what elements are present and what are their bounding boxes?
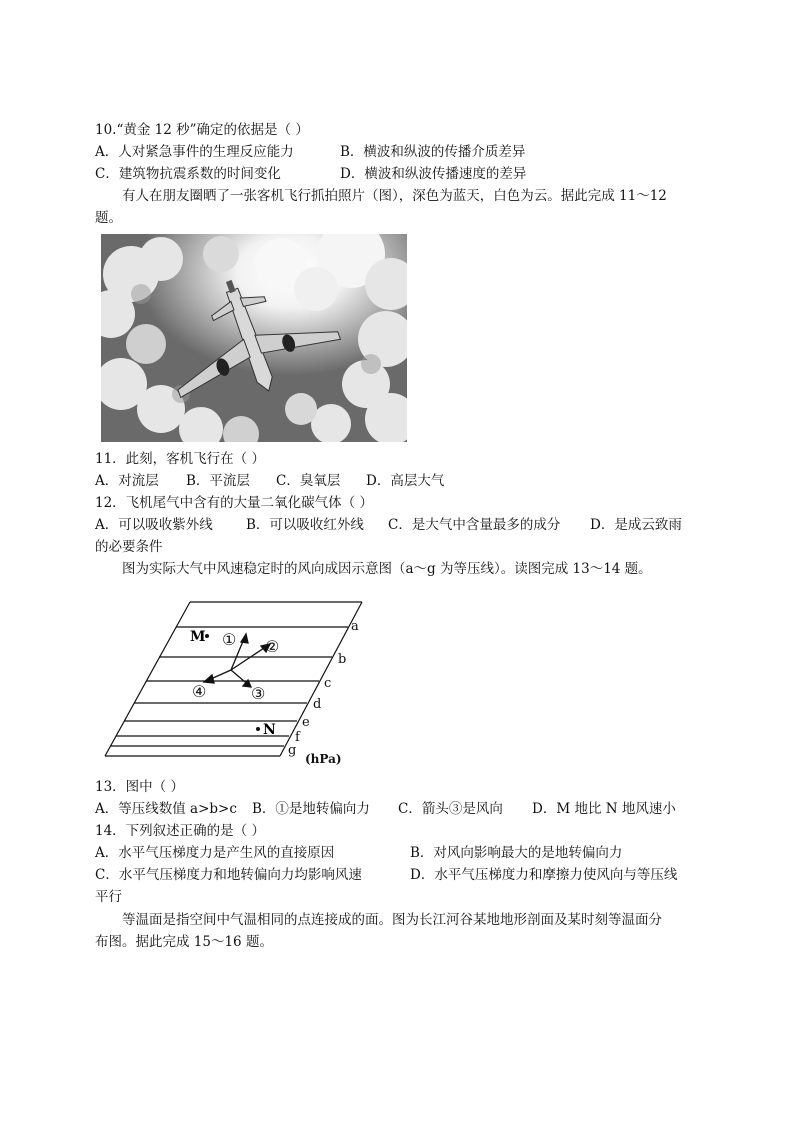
q14-option-c: C．水平气压梯度力和地转偏向力均影响风速 [95, 867, 362, 883]
q12-option-c: C．是大气中含量最多的成分 [388, 517, 561, 533]
intro-11-12-line1: 有人在朋友圈晒了一张客机飞行抓拍照片（图），深色为蓝天，白色为云。据此完成 11～12 [122, 188, 667, 204]
airplane-photo [101, 234, 407, 442]
q13-option-b: B．①是地转偏向力 [252, 801, 370, 817]
q10-stem: 10.“黄金 12 秒”确定的依据是（ ） [95, 122, 309, 138]
q10-option-d: D．横波和纵波传播速度的差异 [340, 166, 527, 182]
q13-option-d: D．M 地比 N 地风速小 [532, 801, 676, 817]
q14-stem: 14．下列叙述正确的是（ ） [95, 823, 265, 839]
isobar-label-g: g [288, 743, 297, 758]
q13-option-a: A．等压线数值 a>b>c [95, 801, 237, 817]
intro-15-16-line2: 布图。据此完成 15～16 题。 [95, 934, 273, 950]
q11-stem: 11．此刻，客机飞行在（ ） [95, 451, 265, 467]
q14-option-b: B．对风向影响最大的是地转偏向力 [410, 845, 623, 861]
point-n-label: N [263, 722, 276, 738]
q10-option-a: A．人对紧急事件的生理反应能力 [95, 144, 294, 160]
q13-option-c: C．箭头③是风向 [398, 801, 503, 817]
q12-option-d-continued: 的必要条件 [95, 539, 163, 555]
isobar-label-e: e [302, 715, 310, 730]
isobar-label-a: a [351, 619, 359, 634]
isobar-label-d: d [313, 697, 322, 712]
q14-option-a: A．水平气压梯度力是产生风的直接原因 [95, 845, 335, 861]
isobar-label-b: b [338, 652, 347, 667]
q13-stem: 13．图中（ ） [95, 779, 184, 795]
isobar-diagram [100, 596, 370, 772]
arrow-label-3: ③ [251, 684, 266, 703]
q14-option-d: D．水平气压梯度力和摩擦力使风向与等压线 [410, 867, 678, 883]
arrow-1-head [241, 634, 248, 643]
pressure-unit: (hPa) [305, 752, 342, 766]
q12-option-d: D．是成云致雨 [590, 517, 682, 533]
arrow-label-4: ④ [192, 682, 207, 701]
q12-option-b: B．可以吸收红外线 [246, 517, 364, 533]
q11-option-c: C．臭氧层 [276, 473, 341, 489]
point-m-label: M [190, 629, 206, 645]
point-m-dot [205, 634, 209, 638]
frame-right [280, 602, 362, 756]
arrow-label-1: ① [222, 630, 237, 649]
arrow-label-2: ② [265, 637, 280, 656]
point-n-dot [256, 727, 260, 731]
intro-11-12-line2: 题。 [95, 210, 122, 226]
q12-stem: 12．飞机尾气中含有的大量二氧化碳气体（ ） [95, 495, 373, 511]
q10-option-c: C．建筑物抗震系数的时间变化 [95, 166, 281, 182]
q14-option-d-continued: 平行 [95, 889, 122, 905]
intro-13-14: 图为实际大气中风速稳定时的风向成因示意图（a～g 为等压线）。读图完成 13～14 题。 [122, 561, 652, 577]
q11-option-a: A．对流层 [95, 473, 159, 489]
intro-15-16-line1: 等温面是指空间中气温相同的点连接成的面。图为长江河谷某地地形剖面及某时刻等温面分 [122, 912, 662, 928]
q11-option-d: D．高层大气 [366, 473, 445, 489]
isobar-diagram-svg [100, 596, 370, 772]
q11-option-b: B．平流层 [186, 473, 250, 489]
q12-option-a: A．可以吸收紫外线 [95, 517, 213, 533]
isobar-label-c: c [324, 676, 332, 691]
airplane-photo-image [101, 234, 407, 442]
q10-option-b: B．横波和纵波的传播介质差异 [340, 144, 526, 160]
isobar-label-f: f [295, 730, 300, 745]
frame-left [105, 602, 190, 756]
